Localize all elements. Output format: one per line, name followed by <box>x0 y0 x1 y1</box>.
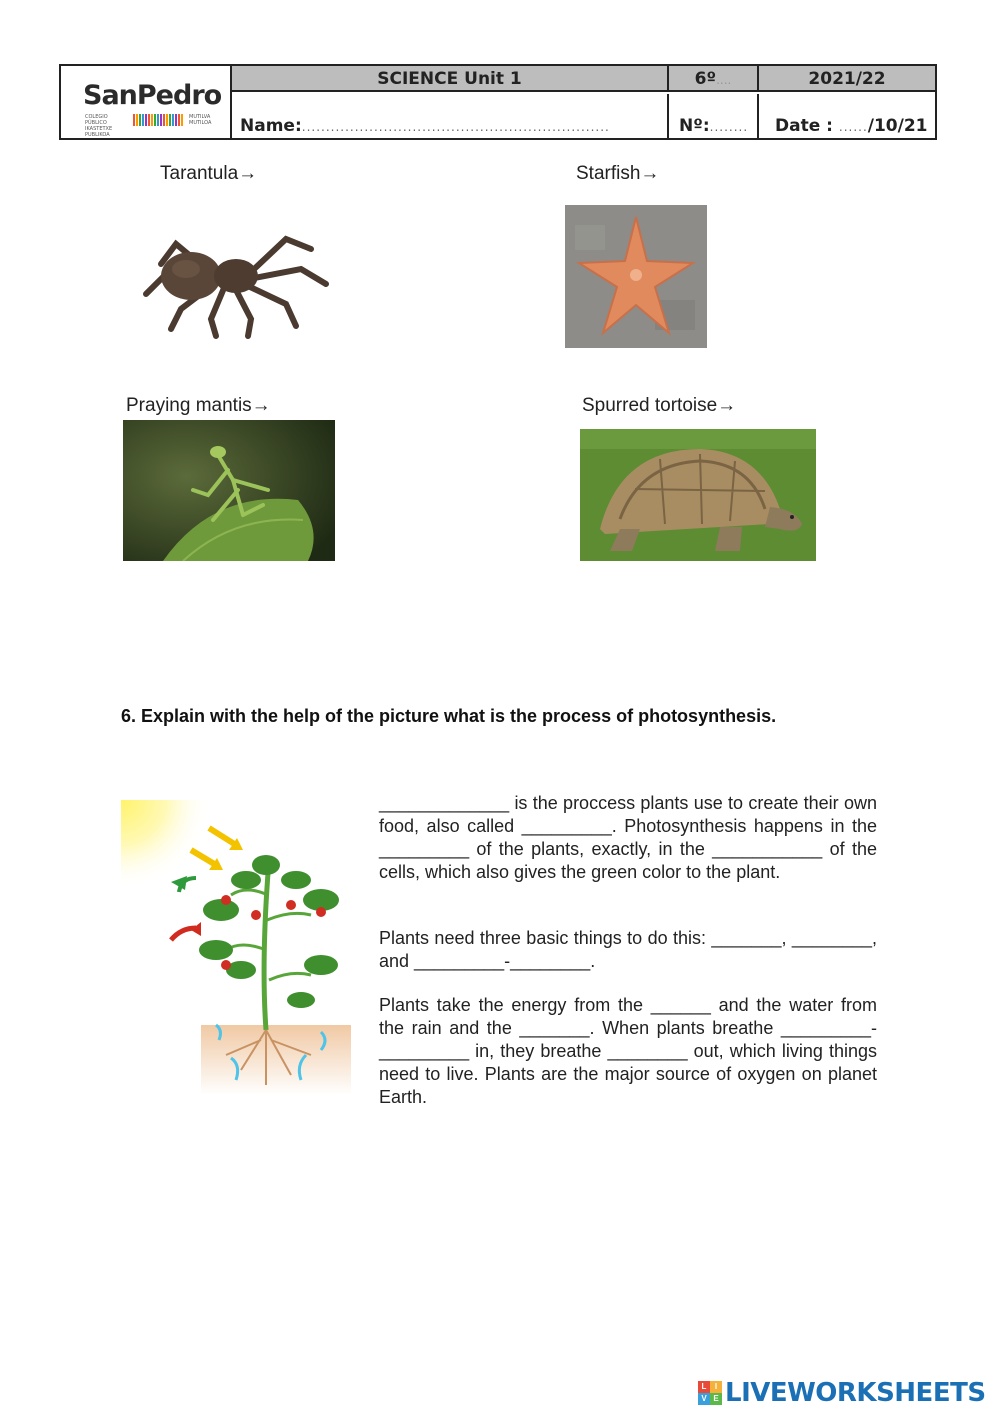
grade-suffix: .... <box>716 73 732 87</box>
number-dots: ........ <box>709 120 749 134</box>
logo-subtitle-left: COLEGIO PÚBLICO IKASTETXE PUBLIKOA <box>85 114 113 138</box>
worksheet-header <box>59 64 937 140</box>
name-label: Name: <box>240 116 302 136</box>
grade-value: 6º <box>694 69 717 89</box>
tarantula-photo <box>136 214 331 344</box>
liveworksheets-logo-icon: L I V E <box>698 1381 722 1405</box>
name-dots: ................................................................ <box>301 120 610 134</box>
number-label: Nº: <box>679 116 710 136</box>
question-6: 6. Explain with the help of the picture what is the process of photosynthesis. <box>121 706 777 726</box>
logo-subtitle-right: MUTILVA MUTILOA <box>189 114 212 126</box>
school-logo <box>61 66 232 138</box>
name-field[interactable] <box>232 94 669 138</box>
paragraph-3[interactable]: Plants take the energy from the ______ and the water from the rain and the _______. When plants breathe _________-_________ in, they breathe ________ out, which living things need to live. Plants are the major source of oxygen on planet Earth. <box>379 995 877 1107</box>
tarantula-label: Tarantula→ <box>160 163 258 184</box>
photosynthesis-illustration <box>121 800 351 1100</box>
tortoise-photo <box>580 429 816 561</box>
number-field[interactable] <box>669 94 759 138</box>
praying-mantis-label: Praying mantis→ <box>126 395 271 416</box>
praying-mantis-photo <box>123 420 335 561</box>
date-label: Date : <box>775 116 839 136</box>
starfish-label: Starfish→ <box>576 163 660 184</box>
paragraph-1[interactable]: _____________ is the proccess plants use to create their own food, also called _________. Photosynthesis happens in the _________ of the plants, exactly, in the ___________ of the cells, which also gives the green color to the plant. <box>379 793 877 882</box>
logo-color-bars <box>133 114 183 126</box>
date-suffix: /10/21 <box>867 116 928 136</box>
brand-text: LIVEWORKSHEETS <box>725 1378 986 1408</box>
starfish-photo <box>565 205 707 348</box>
subject-title: SCIENCE Unit 1 <box>232 66 669 92</box>
grade-cell <box>669 66 759 92</box>
paragraph-2[interactable]: Plants need three basic things to do this: _______, ________, and _________-________. <box>379 928 877 971</box>
logo-text: SanPedro <box>83 80 222 111</box>
date-dots: ...... <box>838 120 868 134</box>
school-year: 2021/22 <box>759 66 935 92</box>
tortoise-label: Spurred tortoise→ <box>582 395 737 416</box>
liveworksheets-brand[interactable] <box>698 1378 986 1408</box>
date-field[interactable] <box>759 94 935 138</box>
